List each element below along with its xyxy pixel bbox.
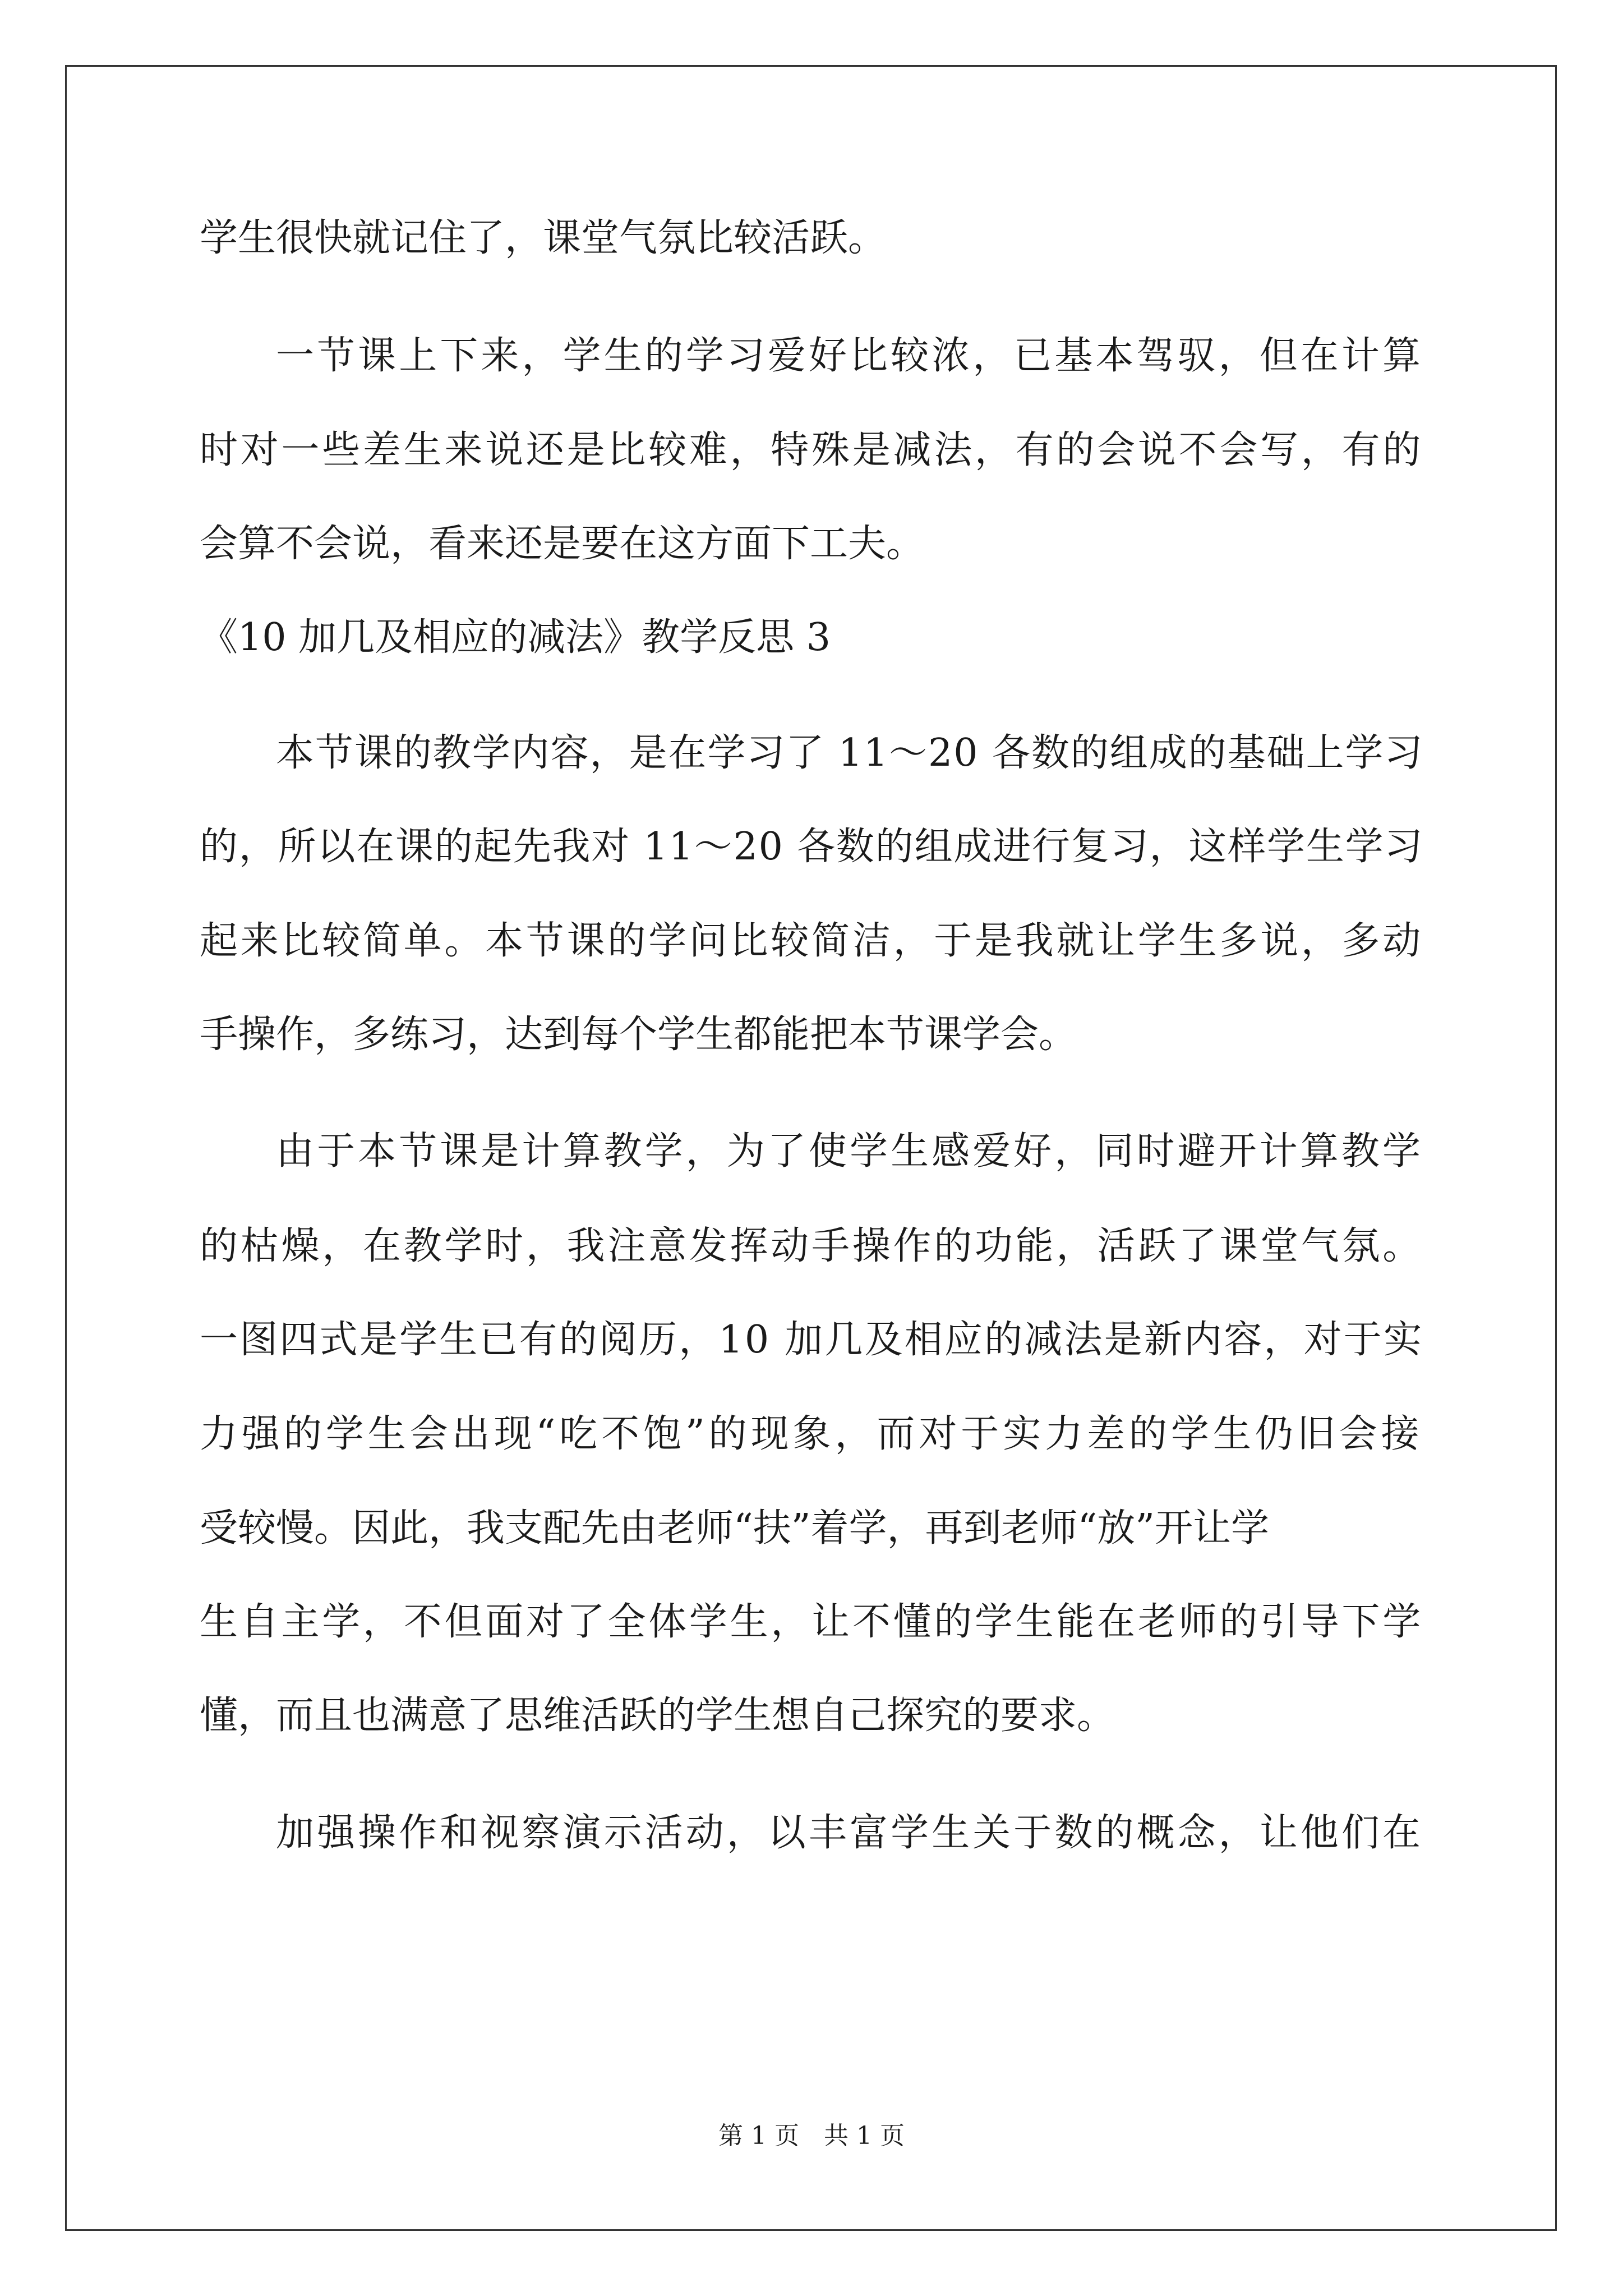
text-line: 时对一些差生来说还是比较难，特殊是减法，有的会说不会写，有的: [200, 428, 1424, 472]
text-line: 学生很快就记住了，课堂气氛比较活跃。: [200, 216, 887, 260]
paragraph-first-line: 由于本节课是计算教学，为了使学生感爱好，同时避开计算教学: [276, 1129, 1424, 1174]
text-line: 一图四式是学生已有的阅历，10 加几及相应的减法是新内容，对于实: [200, 1318, 1424, 1362]
text-line: 的，所以在课的起先我对 11～20 各数的组成进行复习，这样学生学习: [200, 825, 1424, 869]
text-line: 受较慢。因此，我支配先由老师“扶”着学，再到老师“放”开让学: [200, 1506, 1270, 1550]
text-line: 生自主学，不但面对了全体学生，让不懂的学生能在老师的引导下学: [200, 1600, 1424, 1644]
text-line: 手操作，多练习，达到每个学生都能把本节课学会。: [200, 1013, 1077, 1057]
text-line: 的枯燥，在教学时，我注意发挥动手操作的功能，活跃了课堂气氛。: [200, 1224, 1424, 1268]
text-line: 力强的学生会出现“吃不饱”的现象，而对于实力差的学生仍旧会接: [200, 1412, 1423, 1456]
section-heading: 《10 加几及相应的减法》教学反思 3: [200, 615, 831, 660]
text-line: 会算不会说，看来还是要在这方面下工夫。: [200, 522, 925, 566]
page-footer: 第 1 页 共 1 页: [718, 2122, 905, 2150]
paragraph-first-line: 本节课的教学内容，是在学习了 11～20 各数的组成的基础上学习: [276, 731, 1424, 775]
text-line: 起来比较简单。本节课的学问比较简洁，于是我就让学生多说，多动: [200, 919, 1424, 963]
paragraph-first-line: 加强操作和视察演示活动，以丰富学生关于数的概念，让他们在: [276, 1811, 1424, 1855]
paragraph-first-line: 一节课上下来，学生的学习爱好比较浓，已基本驾驭，但在计算: [276, 334, 1424, 378]
text-line: 懂，而且也满意了思维活跃的学生想自己探究的要求。: [200, 1694, 1115, 1738]
